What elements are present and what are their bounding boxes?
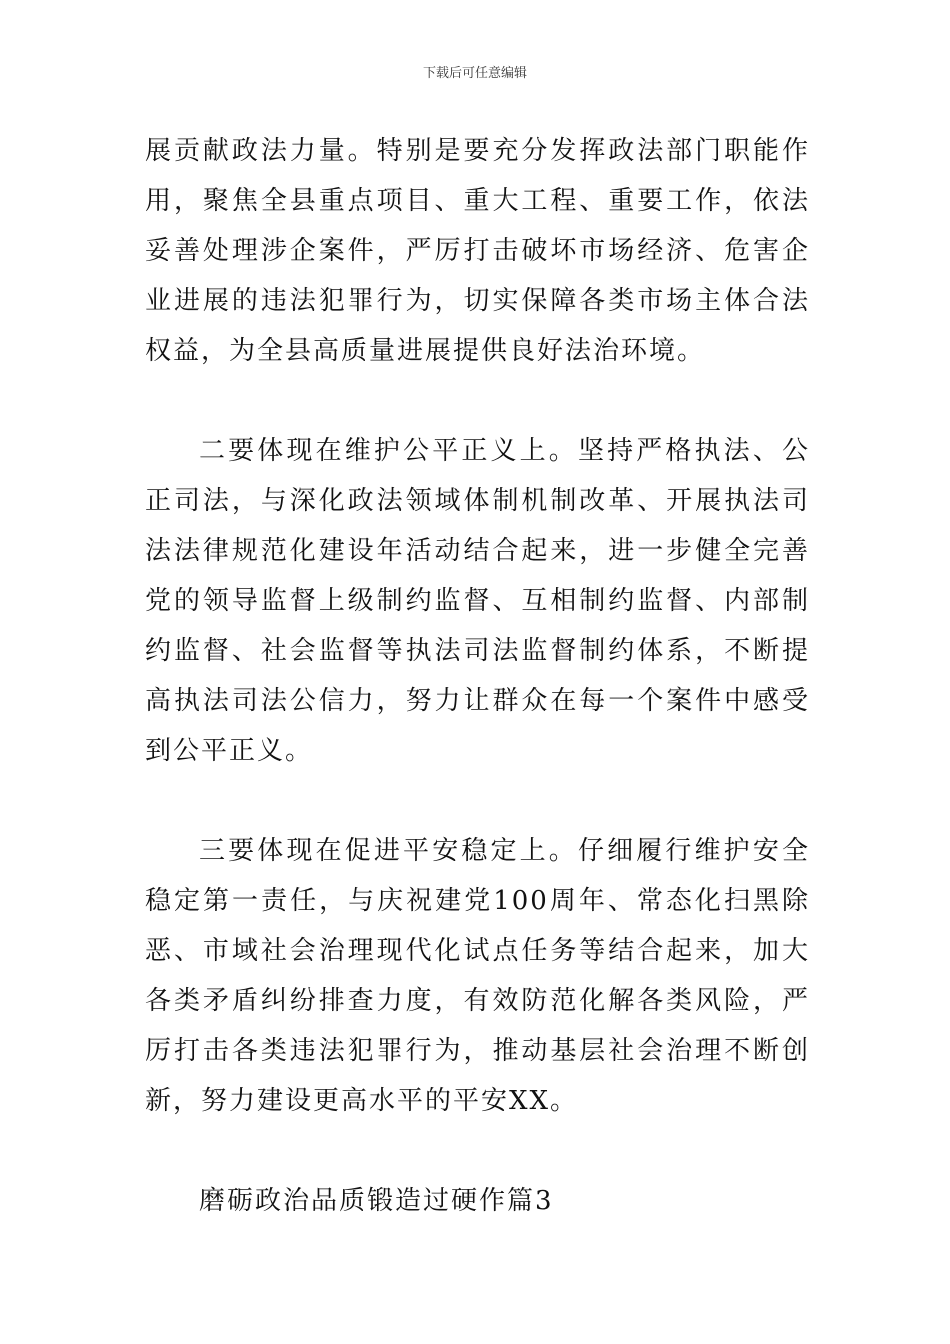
- paragraph-1: 展贡献政法力量。特别是要充分发挥政法部门职能作用，聚焦全县重点项目、重大工程、重要工作，依法妥善处理涉企案件，严厉打击破坏市场经济、危害企业进展的违法犯罪行为，切实保障各类市场主体合法权益，为全县高质量进展提供良好法治环境。: [145, 136, 810, 366]
- paragraph-gap: [145, 1126, 810, 1176]
- document-body: [145, 126, 810, 1226]
- paragraph-gap: [145, 776, 810, 826]
- paragraph-2: 二要体现在维护公平正义上。坚持严格执法、公正司法，与深化政法领域体制机制改革、开展执法司法法律规范化建设年活动结合起来，进一步健全完善党的领导监督上级制约监督、互相制约监督、内部制约监督、社会监督等执法司法监督制约体系，不断提高执法司法公信力，努力让群众在每一个案件中感受到公平正义。: [145, 436, 810, 766]
- paragraph-3: 三要体现在促进平安稳定上。仔细履行维护安全稳定第一责任，与庆祝建党100周年、常态化扫黑除恶、市域社会治理现代化试点任务等结合起来，加大各类矛盾纠纷排查力度，有效防范化解各类风险，严厉打击各类违法犯罪行为，推动基层社会治理不断创新，努力建设更高水平的平安XX。: [145, 836, 810, 1116]
- section-heading: 磨砺政治品质锻造过硬作篇3: [199, 1186, 554, 1216]
- page-header-note: 下载后可任意编辑: [422, 66, 527, 81]
- paragraph-gap: [145, 376, 810, 426]
